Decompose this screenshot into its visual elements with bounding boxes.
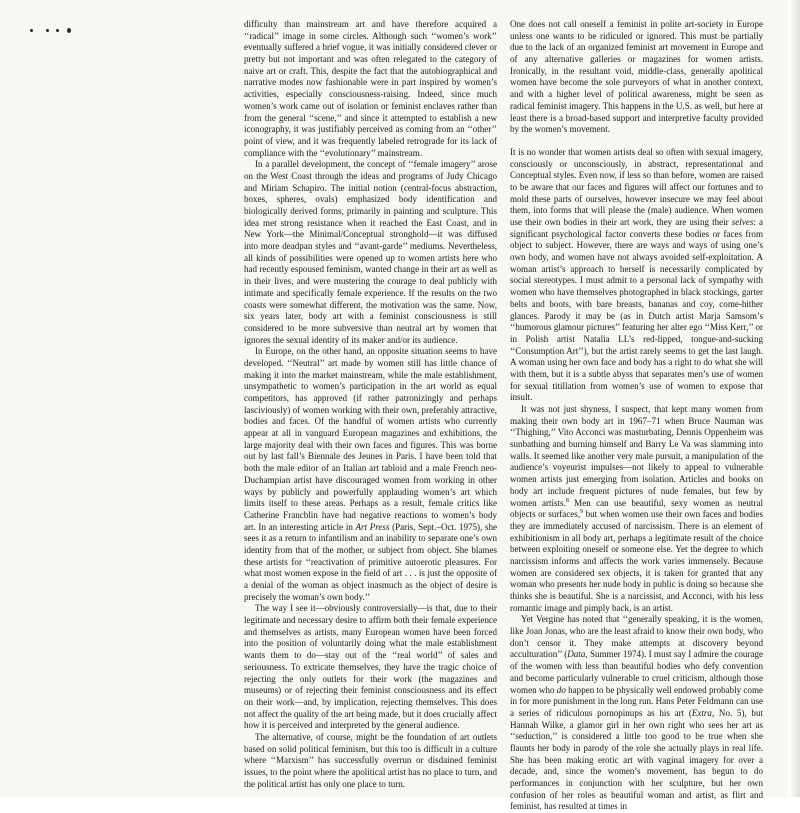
text-run: : a significant psychological factor converts these bodies or faces from object to subject. However, there are ways and ways of using one’s own body, and women have not always avoided self-exploitation. A woman artist’s approach to herself is necessarily complicated by social stereotypes. I must admit to a personal lack of sympathy with women who have themselves photographed in black stockings, garter belts and boots, with bare breasts, bananas and coy, come-hither glances. Parody it may be (as in Dutch artist Marja Samsom’s ‘‘humorous glamour pictures’’ featuring her alter ego ‘‘Miss Kerr,’’ or in Polish artist Natalia LL’s red-lipped, tongue-and-sucking ‘‘Consumption Art’’), but the artist rarely seems to get the last laugh. A woman using her own face and body has a right to do what she will with them, but it is a subtle abyss that separates men’s use of women for sexual titillation from women’s use of women to expose that insult.	[510, 217, 763, 403]
text-run: The alternative, of course, might be the foundation of art outlets based on solid political feminism, but this too is difficult in a culture where ‘‘Marxism’’ has successfully overrun or disdained feminist issues, to the point where the apolitical artist has no place to turn, and the political artist has only one place to turn.	[244, 731, 497, 789]
paragraph	[510, 614, 763, 813]
text-run: In Europe, on the other hand, an opposite situation seems to have developed. ‘‘Neutral’’ art made by women still has little chance of making it into the market mainstream, while the male establishment, unsympathetic to women’s participation in the art world as equal competitors, has approved (if rather patronizingly and perhaps lasciviously) of women working with their own, preferably attractive, bodies and faces. Of the handful of women artists who currently appear at all in vanguard European magazines and exhibitions, the large majority deal with their own faces and figures. This was borne out by last fall’s Biennale des Jeunes in Paris. I have been told that both the male editor of an Italian art tabloid and a male French neo-Duchampian artist have discouraged women from working in other ways by publicly and powerfully applauding women’s art which limits itself to these areas. Perhaps as a result, female critics like Catherine Francblin have had negative reactions to women’s body art. In an interesting article in	[244, 346, 497, 532]
text-run: but when women use their own faces and bodies they are immediately accused of narcissism. There is an element of exhibitionism in all body art, perhaps a legitimate result of the choice between exploiting oneself or someone else. Yet the degree to which narcissism informs and affects the work varies immensely. Because women are considered sex objects, it is taken for granted that any woman who presents her nude body in public is doing so because she thinks she is beautiful. She is a narcissist, and Acconci, with his less romantic image and pimply back, is an artist.	[510, 509, 763, 613]
text-run: , No. 5), but Hannah Wilke, a glamor girl in her own right who sees her art as ‘‘seduction,’’ is considered a little too good to be true when she flaunts her body in parody of the role she actually plays in real life. She has been making erotic art with vaginal imagery for over a decade, and, since the women’s movement, has begun to do performances in conjunction with her sculpture, but her own confusion of her roles as beautiful woman and artist, as flirt and feminist, has resulted at times in	[510, 707, 763, 812]
text-run: The way I see it—obviously controversially—is that, due to their legitimate and necessary desire to affirm both their female experience and themselves as artists, many European women have been forced into the position of voluntarily doing what the male establishment wants them to do—stay out of the ‘‘real world’’ of sales and seriousness. To extricate themselves, they have the tragic choice of rejecting the only outlets for their work (the magazines and museums) or of rejecting their feminist consciousness and its effect on their work—and, by implication, rejecting themselves. This does not affect the quality of the art being made, but it does crucially affect how it is perceived and interpreted by the general audience.	[244, 603, 497, 731]
paragraph	[510, 147, 763, 404]
corner-registration-marks	[30, 27, 70, 35]
text-run: Art Press	[355, 521, 390, 532]
text-run: Men can use beautiful, sexy women as neutral objects or surfaces,	[510, 497, 763, 520]
mark-dot	[46, 29, 49, 32]
paragraph	[244, 19, 497, 159]
text-run: selves	[731, 217, 754, 227]
text-run: It was not just shyness, I suspect, that kept many women from making their own body art in 1967–71 when Bruce Nauman was ‘‘Thighing,’’ Vito Acconci was masturbating, Dennis Oppenheim was sunbathing and burning himself and Barry Le Va was slamming into walls. It seemed like another very male pursuit, a manipulation of the audience’s voyeurist impulses—not likely to appeal to vulnerable women artists just emerging from isolation. Articles and books on body art include frequent pictures of nude females, but few by women artists.	[510, 404, 763, 508]
text-run: do	[556, 684, 566, 695]
text-run: One does not call oneself a feminist in polite art-society in Europe unless one wants to be ridiculed or ignored. This must be partially due to the lack of an organized feminist art movement in Europe and of any alternative galleries or magazines for women artists. Ironically, in the resultant void, middle-class, generally apolitical women have become the sole purveyors of what in another context, and with a higher level of political awareness, might be seen as radical feminist imagery. This happens in the U.S. as well, but here at least there is a broad-based support and interpretive faculty provided by the women’s movement.	[510, 19, 763, 135]
paragraph	[244, 732, 497, 790]
text-run: , Summer 1974). I must say I admire the courage of the women with less than beautiful bodies who defy convention and become particularly vulnerable to cruel criticism, although those women who	[510, 649, 764, 695]
footnote-ref: 9	[580, 509, 584, 516]
mark-dot	[30, 29, 33, 32]
text-run: Yet Vergine has noted that ‘‘generally speaking, it is the women, like Joan Jonas, who are the least afraid to know their own body, who don’t censor it. They make attempts at discovery beyond acculturation’’ (	[510, 614, 763, 660]
text-column-right	[510, 19, 763, 813]
paragraph	[510, 404, 763, 614]
text-run: difficulty than mainstream art and have therefore acquired a ‘‘radical’’ image in some circles. Although such ‘‘women’s work’’ eventually suffered a brief vogue, it was initially considered clever or pretty but not important and was often relegated to the category of naive art or craft. This, despite the fact that the autobiographical and narrative modes now fashionable were in part inspired by women’s activities, especially consciousness-raising. Indeed, since much women’s work came out of isolation or feminist enclaves rather than from the general ‘‘scene,’’ and since it attempted to establish a new iconography, it was justifiably perceived as coming from an ‘‘other’’ point of view, and it was frequently labeled retrograde for its lack of compliance with the ‘‘evolutionary’’ mainstream.	[244, 19, 497, 158]
text-run: (Paris, Sept.–Oct. 1975), she sees it as a return to infantilism and an inability to separate one’s own identity from that of the mother, or subject from object. She blames these artists for ‘‘reactivation of primitive autoerotic pleasures. For what most women expose in the field of art . . . is just the opposite of a denial of the woman as object inasmuch as the object of desire is precisely the woman’s own body.’’	[244, 521, 497, 602]
page-edge-shadow	[788, 0, 800, 797]
text-run: Extra	[691, 707, 712, 718]
mark-dot	[67, 28, 71, 33]
mark-dot	[56, 29, 59, 32]
text-run: In a parallel development, the concept of ‘‘female imagery’’ arose on the West Coast through the ideas and programs of Judy Chicago and Miriam Schapiro. The initial notion (central-focus abstraction, boxes, spheres, ovals) emphasized body identification and biologically derived forms, primarily in painting and sculpture. This idea met strong resistance when it reached the East Coast, and in New York—the Minimal/Conceptual stronghold—it was diffused into more deadpan styles and ‘‘avant-garde’’ mediums. Nevertheless, all kinds of possibilities were opened up to women artists here who had recently espoused feminism, wanted change in their art as well as in their lives, and were mustering the courage to deal publicly with intimate and specifically female experience. If the results on the two coasts were somewhat different, the motivation was the same. Now, six years later, body art with a feminist consciousness is still considered to be more subversive than neutral art by women that ignores the sexual identity of its maker and/or its audience.	[244, 159, 497, 345]
footnote-ref: 8	[565, 497, 569, 504]
paragraph	[510, 19, 763, 136]
text-run: It is no wonder that women artists deal so often with sexual imagery, consciously or unconsciously, in abstract, representational and Conceptual styles. Even now, if less so than before, women are raised to be aware that our faces and figures will affect our fortunes and to mold these parts of ourselves, however insecure we may feel about them, into forms that will please the (male) audience. When women use their own bodies in their art work, they are using their	[510, 146, 763, 227]
paragraph	[244, 159, 497, 346]
paragraph	[244, 346, 497, 603]
text-run: Data	[567, 649, 586, 660]
paragraph	[244, 603, 497, 732]
text-run: happen to be physically well endowed probably come in for more punishment in the long run. Hans Peter Feldmann can use a series of ridiculous pornopinups as his art (	[510, 684, 763, 718]
text-column-left	[244, 19, 497, 790]
